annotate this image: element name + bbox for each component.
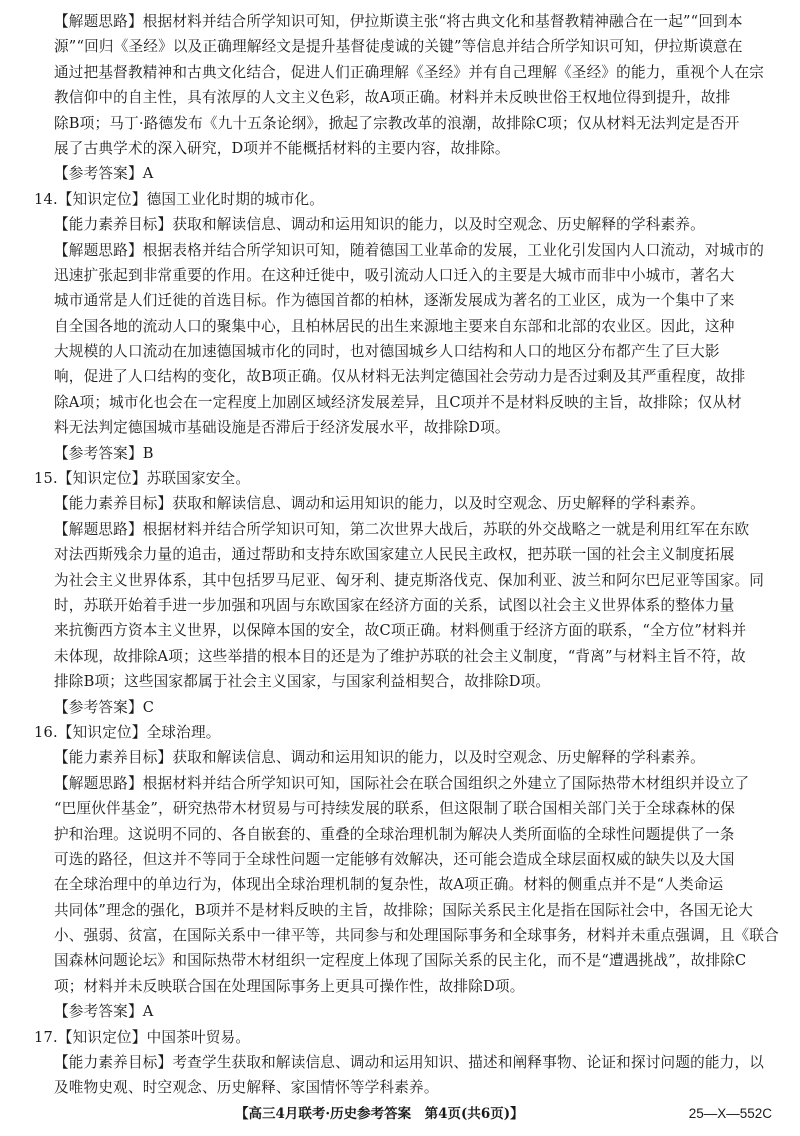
text-line: 【解题思路】根据材料并结合所学知识可知，国际社会在联合国组织之外建立了国际热带木材组织并设立了 (54, 774, 750, 792)
page-footer (0, 1102, 800, 1126)
text-line: 【参考答案】A (54, 1003, 154, 1021)
footer-code: 25—X—552C (688, 1106, 772, 1121)
text-line: “巴厘伙伴基金”，研究热带木材贸易与可持续发展的联系，但这限制了联合国相关部门关于全球森林的保 (54, 800, 736, 818)
text-line: 迅速扩张起到非常重要的作用。在这种迁徙中，吸引流动人口迁入的主要是大城市而非中小城市，著名大 (54, 266, 735, 284)
text-line: 除B项；马丁·路德发布《九十五条论纲》，掀起了宗教改革的浪潮，故排除C项；仅从材料无法判定是否开 (54, 114, 740, 132)
text-line: 来抗衡西方资本主义世界，以保障本国的安全，故C项正确。材料侧重于经济方面的联系，“全方位”材料并 (54, 622, 747, 640)
text-line: 护和治理。这说明不同的、各自嵌套的、重叠的全球治理机制为解决人类所面临的全球性问题提供了一条 (54, 825, 735, 843)
text-line: 【能力素养目标】获取和解读信息、调动和运用知识的能力，以及时空观念、历史解释的学科素养。 (54, 749, 705, 767)
text-line: 共同体”理念的强化，B项并不是材料反映的主旨，故排除；国际关系民主化是指在国际社会中，各国无论大 (54, 901, 754, 919)
text-line: 排除B项；这些国家都属于社会主义国家，与国家利益相契合，故排除D项。 (54, 673, 551, 691)
text-line: 及唯物史观、时空观念、历史解释、家国情怀等学科素养。 (54, 1079, 439, 1097)
text-line: 项；材料并未反映联合国在处理国际事务上更具可操作性，故排除D项。 (54, 977, 525, 995)
text-line: 16.【知识定位】全球治理。 (34, 723, 221, 741)
text-line: 【能力素养目标】获取和解读信息、调动和运用知识的能力，以及时空观念、历史解释的学科素养。 (54, 495, 705, 513)
text-line: 时，苏联开始着手进一步加强和巩固与东欧国家在经济方面的关系，试图以社会主义世界体系的整体力量 (54, 596, 735, 614)
text-line: 可选的路径，但这并不等同于全球性问题一定能够有效解决，还可能会造成全球层面权威的缺失以及大国 (54, 850, 735, 868)
text-line: 15.【知识定位】苏联国家安全。 (34, 470, 251, 488)
text-line: 教信仰中的自主性，具有浓厚的人文主义色彩，故A项正确。材料并未反映世俗王权地位得到提升，故排 (54, 89, 731, 107)
footer-title: 【高三4月联考·历史参考答案 第4页(共6页)】 (235, 1106, 524, 1122)
text-line: 源”“回归《圣经》以及正确理解经文是提升基督徒虔诚的关键”等信息并结合所学知识可知，伊拉斯谟意在 (54, 38, 743, 56)
text-line: 城市通常是人们迁徙的首选目标。作为德国首都的柏林，逐渐发展成为著名的工业区，成为一个集中了来 (54, 292, 735, 310)
answer-text-body (34, 9, 784, 1101)
text-line: 【解题思路】根据表格并结合所学知识可知，随着德国工业革命的发展，工业化引发国内人口流动，对城市的 (54, 241, 765, 259)
text-line: 未体现，故排除A项；这些举措的根本目的还是为了维护苏联的社会主义制度，“背离”与材料主旨不符，故 (54, 647, 746, 665)
text-line: 自全国各地的流动人口的聚集中心，且柏林居民的出生来源地主要来自东部和北部的农业区。因此，这种 (54, 317, 735, 335)
text-line: 响，促进了人口结构的变化，故B项正确。仅从材料无法判定德国社会劳动力是否过剩及其严重程度，故排 (54, 368, 746, 386)
text-line: 【参考答案】A (54, 165, 154, 183)
text-line: 【参考答案】C (54, 698, 155, 716)
text-line: 【参考答案】B (54, 444, 154, 462)
text-line: 除A项；城市化也会在一定程度上加剧区域经济发展差异，且C项并不是材料反映的主旨，故排除；仅从材 (54, 393, 742, 411)
text-line: 国森林问题论坛》和国际热带木材组织一定程度上体现了国际关系的民主化，而不是“遭遇挑战”，故排除C (54, 952, 747, 970)
text-line: 为社会主义世界体系，其中包括罗马尼亚、匈牙利、捷克斯洛伐克、保加利亚、波兰和阿尔巴尼亚等国家。同 (54, 571, 765, 589)
text-line: 【能力素养目标】考查学生获取和解读信息、调动和运用知识、描述和阐释事物、论证和探讨问题的能力，以 (54, 1054, 765, 1072)
text-line: 【能力素养目标】获取和解读信息、调动和运用知识的能力，以及时空观念、历史解释的学科素养。 (54, 216, 705, 234)
text-line: 通过把基督教精神和古典文化结合，促进人们正确理解《圣经》并有自己理解《圣经》的能力，重视个人在宗 (54, 63, 765, 81)
text-line: 大规模的人口流动在加速德国城市化的同时，也对德国城乡人口结构和人口的地区分布都产生了巨大影 (54, 343, 720, 361)
text-line: 在全球治理中的单边行为，体现出全球治理机制的复杂性，故A项正确。材料的侧重点并不是“人类命运 (54, 876, 724, 894)
text-line: 小、强弱、贫富，在国际关系中一律平等，共同参与和处理国际事务和全球事务，材料并未重点强调，且《联合 (54, 927, 779, 945)
text-line: 【解题思路】根据材料并结合所学知识可知，第二次世界大战后，苏联的外交战略之一就是利用红军在东欧 (54, 520, 750, 538)
text-line: 【解题思路】根据材料并结合所学知识可知，伊拉斯谟主张“将古典文化和基督教精神融合在一起”“回到本 (54, 13, 743, 30)
text-line: 对法西斯残余力量的追击，通过帮助和支持东欧国家建立人民民主政权，把苏联一国的社会主义制度拓展 (54, 546, 735, 564)
text-line: 17.【知识定位】中国茶叶贸易。 (34, 1028, 251, 1046)
text-line: 14.【知识定位】德国工业化时期的城市化。 (34, 190, 325, 208)
text-line: 料无法判定德国城市基础设施是否滞后于经济发展水平，故排除D项。 (54, 419, 510, 437)
text-line: 展了古典学术的深入研究，D项并不能概括材料的主要内容，故排除。 (54, 139, 510, 157)
